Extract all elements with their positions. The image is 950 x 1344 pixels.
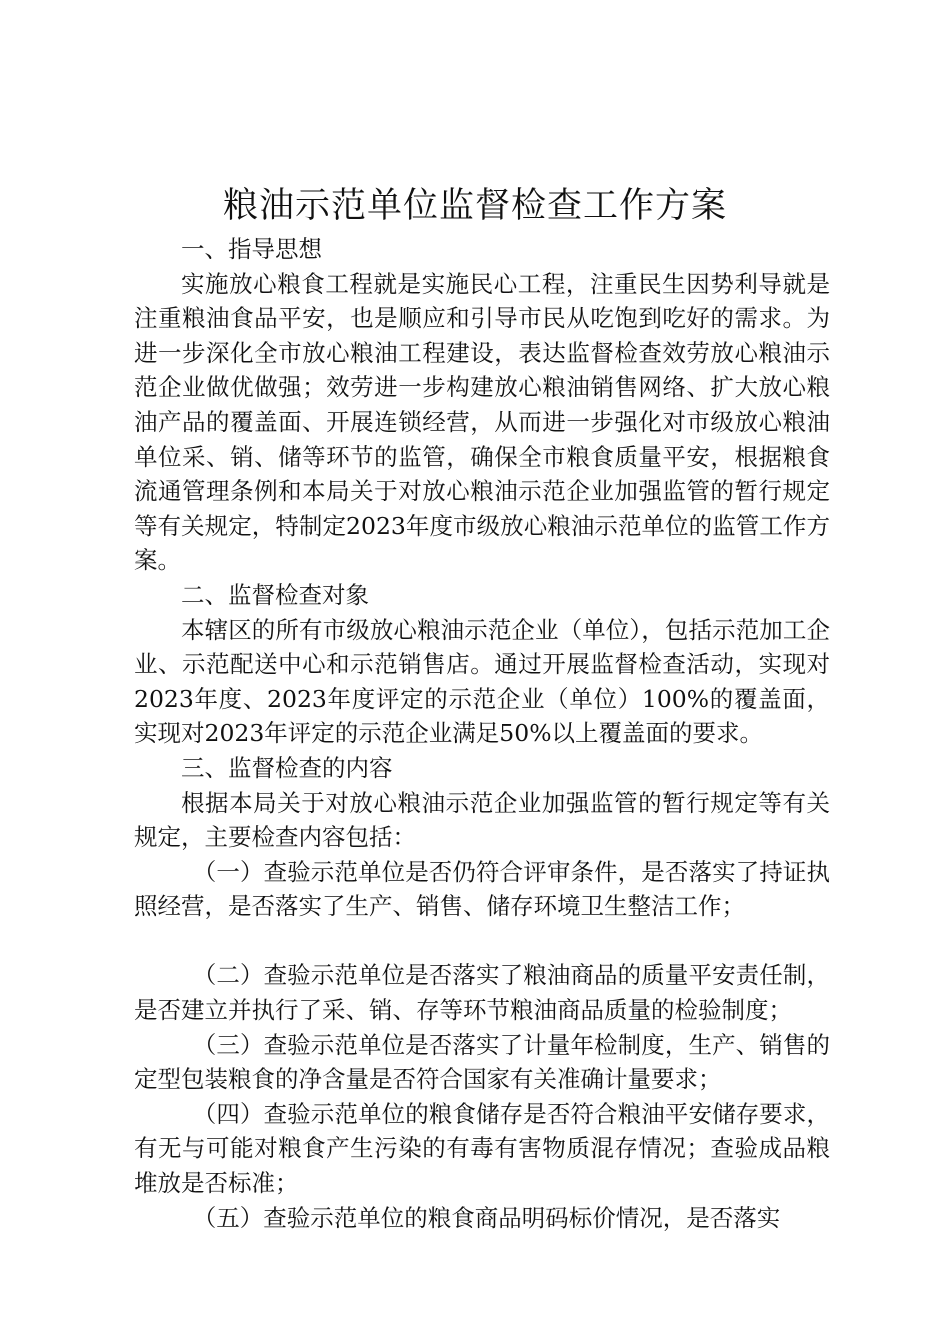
document-title: 粮油示范单位监督检查工作方案	[222, 186, 727, 226]
section-heading-inspection-targets: 二、监督检查对象	[181, 580, 369, 609]
list-item-3: （三）查验示范单位是否落实了计量年检制度，生产、销售的定型包装粮食的净含量是否符合国家有关准确计量要求；	[134, 1030, 830, 1094]
document-body	[134, 232, 830, 1235]
paragraph-inspection-content-intro: 根据本局关于对放心粮油示范企业加强监管的暂行规定等有关规定，主要检查内容包括：	[134, 788, 830, 852]
list-item-5: （五）查验示范单位的粮食商品明码标价情况，是否落实	[192, 1203, 781, 1232]
list-item-1: （一）查验示范单位是否仍符合评审条件，是否落实了持证执照经营，是否落实了生产、销售、储存环境卫生整洁工作；	[134, 857, 830, 921]
section-heading-guiding-ideology: 一、指导思想	[181, 235, 322, 263]
paragraph-inspection-targets: 本辖区的所有市级放心粮油示范企业（单位），包括示范加工企业、示范配送中心和示范销售店。通过开展监督检查活动，实现对2023年度、2023年度评定的示范企业（单位）100%的覆盖面，实现对2023年评定的示范企业满足50%以上覆盖面的要求。	[134, 615, 830, 748]
paragraph-guiding-ideology: 实施放心粮食工程就是实施民心工程，注重民生因势利导就是注重粮油食品平安，也是顺应和引导市民从吃饱到吃好的需求。为进一步深化全市放心粮油工程建设，表达监督检查效劳放心粮油示范企业做优做强；效劳进一步构建放心粮油销售网络、扩大放心粮油产品的覆盖面、开展连锁经营，从而进一步强化对市级放心粮油单位采、销、储等环节的监管，确保全市粮食质量平安，根据粮食流通管理条例和本局关于对放心粮油示范企业加强监管的暂行规定等有关规定，特制定2023年度市级放心粮油示范单位的监管工作方案。	[134, 269, 830, 575]
list-item-2: （二）查验示范单位是否落实了粮油商品的质量平安责任制，是否建立并执行了采、销、存等环节粮油商品质量的检验制度；	[134, 961, 830, 1025]
section-heading-inspection-content: 三、监督检查的内容	[181, 753, 393, 782]
list-item-4: （四）查验示范单位的粮食储存是否符合粮油平安储存要求，有无与可能对粮食产生污染的有毒有害物质混存情况；查验成品粮堆放是否标准；	[134, 1099, 830, 1198]
blank-line	[134, 924, 830, 959]
